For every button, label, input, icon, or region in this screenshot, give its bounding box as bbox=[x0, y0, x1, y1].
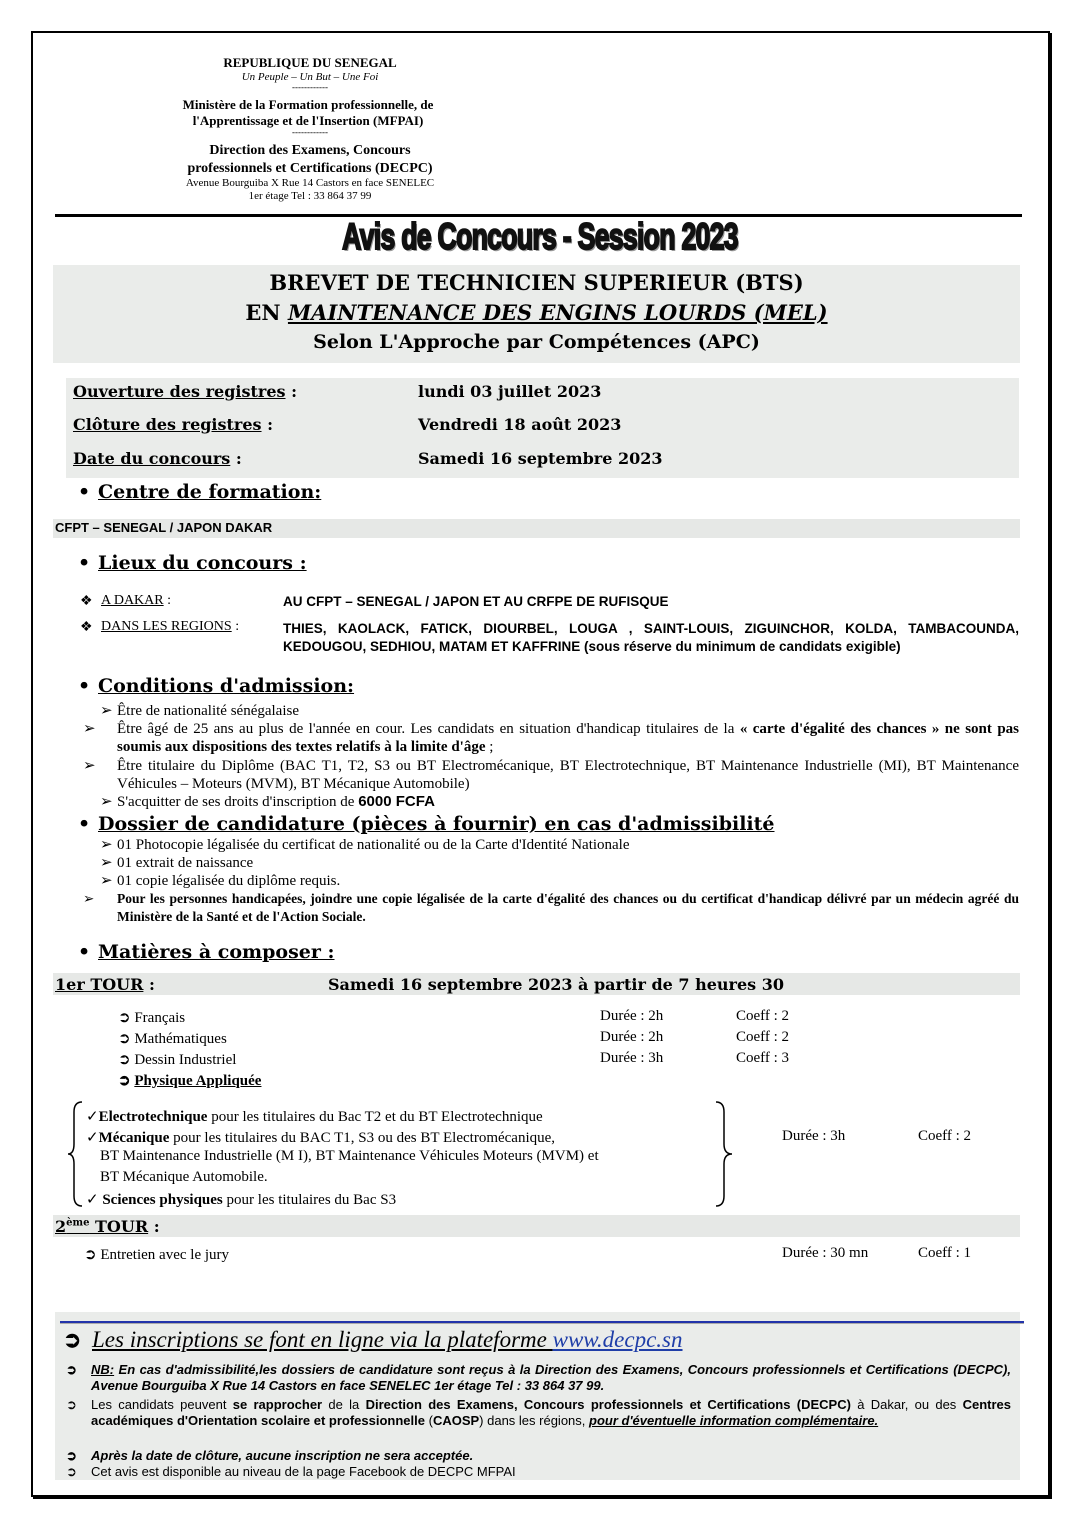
physique-coeff: Coeff : 2 bbox=[918, 1128, 972, 1144]
left-brace-icon bbox=[66, 1100, 86, 1208]
circle-arrow-icon: ➲ bbox=[63, 1327, 82, 1353]
direction-phone: 1er étage Tel : 33 864 37 99 bbox=[248, 190, 372, 202]
arrow-bullet-icon: ➢ bbox=[100, 873, 113, 889]
dossier-heading: • Dossier de candidature (pièces à fournir) en cas d'admissibilité bbox=[78, 813, 775, 835]
circle-arrow-icon: ➲ bbox=[118, 1073, 135, 1089]
online-registration: Les inscriptions se font en ligne via la plateforme www.decpc.sn bbox=[92, 1327, 683, 1352]
footer-rule-shadow bbox=[60, 1323, 1024, 1324]
circle-arrow-icon: ➲ bbox=[66, 1464, 77, 1479]
arrow-bullet-icon: ➢ bbox=[100, 837, 113, 853]
dossier-diploma-copy: ➢ 01 copie légalisée du diplôme requis. bbox=[100, 873, 341, 889]
option-mecanique: ✓Mécanique pour les titulaires du BAC T1, S3 ou des BT Electromécanique, bbox=[86, 1130, 556, 1146]
check-icon: ✓ bbox=[86, 1109, 99, 1125]
specialty-prefix: EN bbox=[245, 300, 288, 325]
lieux-heading: • Lieux du concours : bbox=[78, 552, 307, 574]
arrow-bullet-icon: ➢ bbox=[100, 855, 113, 871]
option-mecanique-line3: BT Mécanique Automobile. bbox=[100, 1169, 268, 1185]
condition-age: ➢ Être âgé de 25 ans au plus de l'année en cour. Les candidats en situation d'handicap titulaires de la « carte d'égalité des chances » ne sont pas soumis aux dispositions des textes relatifs à la limite d'âge ; bbox=[83, 721, 1019, 755]
regions-venues: THIES, KAOLACK, FATICK, DIOURBEL, LOUGA , SAINT-LOUIS, ZIGUINCHOR, KOLDA, TAMBACOUNDA, KEDOUGOU, SEDHIOU, MATAM ET KAFFRINE (sous réserve du minimum de candidats exigible) bbox=[283, 621, 1019, 654]
subject-dessin-coeff: Coeff : 3 bbox=[736, 1050, 790, 1066]
condition-diploma: ➢ Être titulaire du Diplôme (BAC T1, T2, S3 ou BT Electromécanique, BT Electrotechnique, BT Maintenance Industrielle (MI), BT Maintenance Véhicules – Moteurs (MVM), BT Mécanique Automobile) bbox=[83, 758, 1019, 792]
dakar-label: A DAKAR : bbox=[101, 593, 172, 608]
dossier-handicap: ➢ Pour les personnes handicapées, joindre une copie légalisée de la carte d'égalité des chances ou du certificat d'handicap délivré par un médecin agréé du Ministère de la Santé et de l'Action Sociale. bbox=[83, 891, 1019, 924]
matieres-heading: • Matières à composer : bbox=[78, 941, 335, 963]
circle-arrow-icon: ➲ bbox=[66, 1397, 77, 1412]
subject-dessin-duree: Durée : 3h bbox=[600, 1050, 664, 1066]
tour1-date: Samedi 16 septembre 2023 à partir de 7 heures 30 bbox=[328, 975, 784, 994]
dossier-birth-extract: ➢ 01 extrait de naissance bbox=[100, 855, 254, 871]
conditions-heading: • Conditions d'admission: bbox=[78, 675, 355, 697]
bts-title: BREVET DE TECHNICIEN SUPERIEUR (BTS) bbox=[269, 270, 804, 295]
centre-heading: • Centre de formation: bbox=[78, 481, 322, 503]
tour1-label: 1er TOUR : bbox=[55, 975, 155, 994]
circle-arrow-icon: ➲ bbox=[84, 1247, 101, 1263]
condition-fee: ➢ S'acquitter de ses droits d'inscription de 6000 FCFA bbox=[100, 793, 435, 810]
republic-title: REPUBLIQUE DU SENEGAL bbox=[223, 55, 397, 70]
direction-line-1: Direction des Examens, Concours bbox=[209, 143, 411, 158]
closing-label: Clôture des registres : bbox=[73, 415, 274, 434]
separator: ------------ bbox=[292, 82, 328, 92]
national-motto: Un Peuple – Un But – Une Foi bbox=[241, 71, 379, 83]
circle-arrow-icon: ➲ bbox=[118, 1010, 135, 1026]
circle-arrow-icon: ➲ bbox=[66, 1448, 77, 1463]
option-electrotechnique: ✓Electrotechnique pour les titulaires du Bac T2 et du BT Electrotechnique bbox=[86, 1109, 543, 1125]
circle-arrow-icon: ➲ bbox=[118, 1052, 135, 1068]
physique-duree: Durée : 3h bbox=[782, 1128, 846, 1144]
ministry-line-1: Ministère de la Formation professionnelle, de bbox=[182, 97, 434, 112]
arrow-bullet-icon: ➢ bbox=[100, 794, 113, 810]
concours-banner: Avis de Concours - Session 2023 bbox=[342, 216, 738, 257]
regions-label: DANS LES REGIONS : bbox=[101, 619, 240, 634]
opening-label: Ouverture des registres : bbox=[73, 382, 297, 401]
subject-maths: ➲ Mathématiques bbox=[118, 1031, 227, 1047]
entretien-coeff: Coeff : 1 bbox=[918, 1245, 972, 1261]
subject-francais: ➲ Français bbox=[118, 1010, 186, 1026]
arrow-bullet-icon: ➢ bbox=[83, 721, 96, 737]
closing-date: Vendredi 18 août 2023 bbox=[418, 415, 622, 434]
subject-maths-coeff: Coeff : 2 bbox=[736, 1029, 790, 1045]
separator: ------------ bbox=[292, 127, 328, 137]
specialty-title bbox=[53, 300, 1020, 325]
exam-date: Samedi 16 septembre 2023 bbox=[418, 449, 663, 468]
condition-nationality: ➢ Être de nationalité sénégalaise bbox=[100, 703, 299, 719]
circle-arrow-icon: ➲ bbox=[66, 1362, 77, 1377]
diamond-bullet-icon: ❖ bbox=[80, 620, 93, 635]
opening-date: lundi 03 juillet 2023 bbox=[418, 382, 602, 401]
check-icon: ✓ bbox=[86, 1192, 103, 1208]
entretien-jury: ➲ Entretien avec le jury bbox=[84, 1247, 230, 1263]
exam-date-label: Date du concours : bbox=[73, 449, 242, 468]
centre-name: CFPT – SENEGAL / JAPON DAKAR bbox=[55, 520, 273, 535]
option-mecanique-line2: BT Maintenance Industrielle (M I), BT Maintenance Véhicules Moteurs (MVM) et bbox=[100, 1148, 599, 1164]
tour2-label: 2ème TOUR : bbox=[55, 1217, 160, 1236]
check-icon: ✓ bbox=[86, 1130, 99, 1146]
apc-subtitle: Selon L'Approche par Compétences (APC) bbox=[313, 331, 760, 353]
dakar-venues: AU CFPT – SENEGAL / JAPON ET AU CRFPE DE RUFISQUE bbox=[283, 594, 669, 609]
arrow-bullet-icon: ➢ bbox=[83, 758, 96, 774]
option-sciences-physiques: ✓ Sciences physiques pour les titulaires du Bac S3 bbox=[86, 1192, 397, 1208]
subject-francais-duree: Durée : 2h bbox=[600, 1008, 664, 1024]
entretien-duree: Durée : 30 mn bbox=[782, 1245, 869, 1261]
diamond-bullet-icon: ❖ bbox=[80, 594, 93, 609]
direction-line-2: professionnels et Certifications (DECPC) bbox=[187, 161, 433, 176]
subject-physique: ➲ Physique Appliquée bbox=[118, 1073, 262, 1089]
specialty-name: MAINTENANCE DES ENGINS LOURDS (MEL) bbox=[287, 300, 828, 325]
subject-dessin: ➲ Dessin Industriel bbox=[118, 1052, 237, 1068]
circle-arrow-icon: ➲ bbox=[118, 1031, 135, 1047]
tour2-band bbox=[53, 1215, 1020, 1237]
subject-francais-coeff: Coeff : 2 bbox=[736, 1008, 790, 1024]
arrow-bullet-icon: ➢ bbox=[83, 891, 95, 906]
decpc-link[interactable]: www.decpc.sn bbox=[552, 1327, 683, 1352]
ministry-line-2: l'Apprentissage et de l'Insertion (MFPAI) bbox=[192, 113, 424, 128]
right-brace-icon bbox=[712, 1100, 736, 1208]
direction-address: Avenue Bourguiba X Rue 14 Castors en face SENELEC bbox=[185, 177, 435, 189]
subject-maths-duree: Durée : 2h bbox=[600, 1029, 664, 1045]
arrow-bullet-icon: ➢ bbox=[100, 703, 113, 719]
dossier-id-copy: ➢ 01 Photocopie légalisée du certificat de nationalité ou de la Carte d'Identité Nationale bbox=[100, 837, 630, 853]
